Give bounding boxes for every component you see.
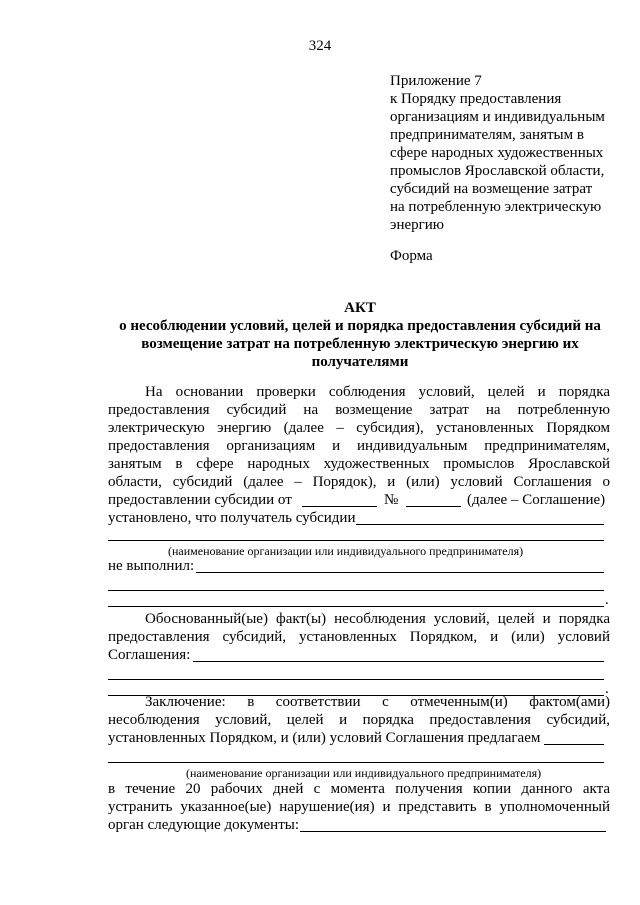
appendix-line: субсидий на возмещение затрат (390, 181, 593, 197)
para1-line: занятым в сфере народных художественных промыслов Ярославской (108, 456, 610, 472)
title-heading: АКТ (344, 300, 376, 316)
appendix-block (390, 72, 620, 234)
para1-line8: установлено, что получатель субсидии (108, 510, 356, 526)
recipient-field[interactable] (356, 524, 604, 525)
para4-line: устранить указанное(ые) нарушение(ия) и представить в уполномоченный (108, 799, 610, 815)
document-title (100, 299, 620, 371)
facts-field-2[interactable] (108, 679, 604, 680)
facts-field[interactable] (193, 661, 604, 662)
appendix-line: к Порядку предоставления (390, 91, 562, 107)
para1-line: На основании проверки соблюдения условий, целей и порядка (145, 384, 610, 400)
para3-line: несоблюдения условий, целей и порядка предоставления субсидий, (108, 712, 610, 728)
appendix-line: промыслов Ярославской области, (390, 163, 605, 179)
conclusion-field[interactable] (544, 744, 604, 745)
para1-line: предоставления субсидий на возмещение затрат на потребленную (108, 402, 610, 418)
para2-line: предоставления субсидий, установленных Порядком, и (или) условий (108, 629, 610, 645)
para2-line: Обоснованный(ые) факт(ы) несоблюдения условий, целей и порядка (145, 611, 610, 627)
para4-line3: орган следующие документы: (108, 817, 300, 833)
agreement-number-field[interactable] (406, 506, 461, 507)
period-mark: . (605, 592, 609, 608)
para3-line3: установленных Порядком, и (или) условий Соглашения предлагаем (108, 730, 541, 746)
conclusion-field-2[interactable] (108, 762, 604, 763)
violations-field[interactable] (196, 572, 604, 573)
para1-line: области, субсидий (далее – Порядок), и (или) условий Соглашения о (108, 474, 610, 490)
appendix-line: организациям и индивидуальным (390, 109, 605, 125)
recipient-field-continued[interactable] (108, 540, 604, 541)
title-line: возмещение затрат на потребленную электрическую энергию их (141, 336, 579, 352)
documents-field[interactable] (300, 831, 606, 832)
para1-line: электрическую энергию (далее – субсидия), установленных Порядком (108, 420, 610, 436)
caption-organization-name: (наименование организации или индивидуального предпринимателя) (186, 766, 542, 780)
title-line: получателями (311, 354, 409, 370)
period-mark: . (605, 681, 609, 697)
para1-line7-start: предоставлении субсидии от (108, 492, 292, 508)
appendix-line: предпринимателям, занятым в (390, 127, 584, 143)
appendix-line: на потребленную электрическую (390, 199, 602, 215)
title-line: о несоблюдении условий, целей и порядка предоставления субсидий на (119, 318, 601, 334)
appendix-line: энергию (390, 217, 445, 233)
para1-line: предоставления организациям и индивидуальным предпринимателям, (108, 438, 610, 454)
form-label: Форма (390, 248, 433, 264)
para4-line: в течение 20 рабочих дней с момента получения копии данного акта (108, 781, 610, 797)
caption-organization-name: (наименование организации или индивидуального предпринимателя) (168, 544, 524, 558)
appendix-line: сфере народных художественных (390, 145, 604, 161)
para3-line: Заключение: в соответствии с отмеченным(и) фактом(ами) (145, 694, 610, 710)
violations-field-2[interactable] (108, 590, 604, 591)
not-fulfilled-label: не выполнил: (108, 558, 195, 574)
page-number: 324 (308, 38, 332, 54)
violations-field-3[interactable] (108, 606, 604, 607)
para2-line3: Соглашения: (108, 647, 191, 663)
appendix-line: Приложение 7 (390, 73, 482, 89)
number-sign: № (384, 492, 399, 508)
agreement-date-field[interactable] (302, 506, 377, 507)
para1-line7-end: (далее – Соглашение) (467, 492, 606, 508)
